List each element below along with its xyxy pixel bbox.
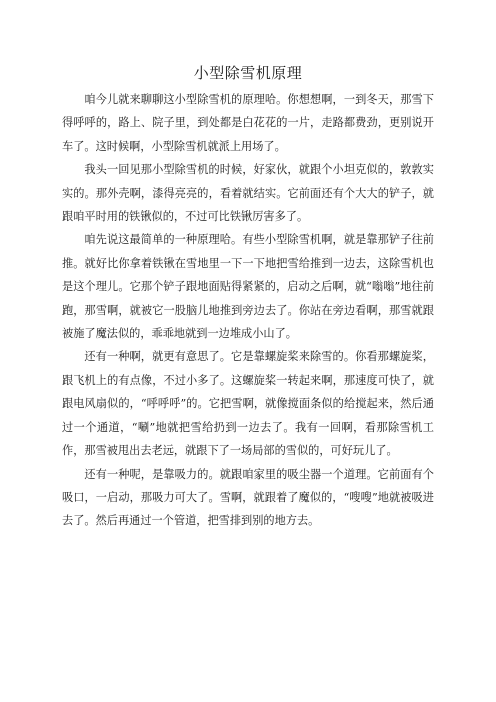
paragraph-intro: 咱今儿就来聊聊这小型除雪机的原理哈。你想想啊，一到冬天，那雪下得呼呼的，路上、院子里，到处都是白花花的一片，走路都费劲，更别说开车了。这时候啊，小型除雪机就派上用场了。 [62,93,434,153]
document-title: 小型除雪机原理 [193,64,303,82]
paragraph-push-type: 咱先说这最简单的一种原理哈。有些小型除雪机啊，就是靠那铲子往前推。就好比你拿着铁锹在雪地里一下一下地把雪给推到一边去，这除雪机也是这个理儿。它那个铲子跟地面贴得紧紧的，启动之后啊，就“嗡嗡”地往前跑，那雪啊，就被它一股脑儿地推到旁边去了。你站在旁边看啊，那雪就跟被施了魔法似的，乖乖地就到一边堆成小山了。 [62,233,434,341]
paragraph-appearance: 我头一回见那小型除雪机的时候，好家伙，就跟个小坦克似的，敦敦实实的。那外壳啊，漆得亮亮的，看着就结实。它前面还有个大大的铲子，就跟咱平时用的铁锹似的，不过可比铁锹厉害多了。 [62,163,434,224]
paragraph-auger-type: 还有一种啊，就更有意思了。它是靠螺旋桨来除雪的。你看那螺旋桨，跟飞机上的有点像，不过小多了。这螺旋桨一转起来啊，那速度可快了，就跟电风扇似的，“呼呼呼”的。它把雪啊，就像搅面条似的给搅起来，然后通过一个通道，“唰”地就把雪给扔到一边去了。我有一回啊，看那除雪机工作，那雪被甩出去老远，就跟下了一场局部的雪似的，可好玩儿了。 [62,350,434,458]
document-page [62,62,434,533]
paragraph-suction-type: 还有一种呢，是靠吸力的。就跟咱家里的吸尘器一个道理。它前面有个吸口，一启动，那吸力可大了。雪啊，就跟着了魔似的，“嗖嗖”地就被吸进去了。然后再通过一个管道，把雪排到别的地方去。 [62,467,434,528]
